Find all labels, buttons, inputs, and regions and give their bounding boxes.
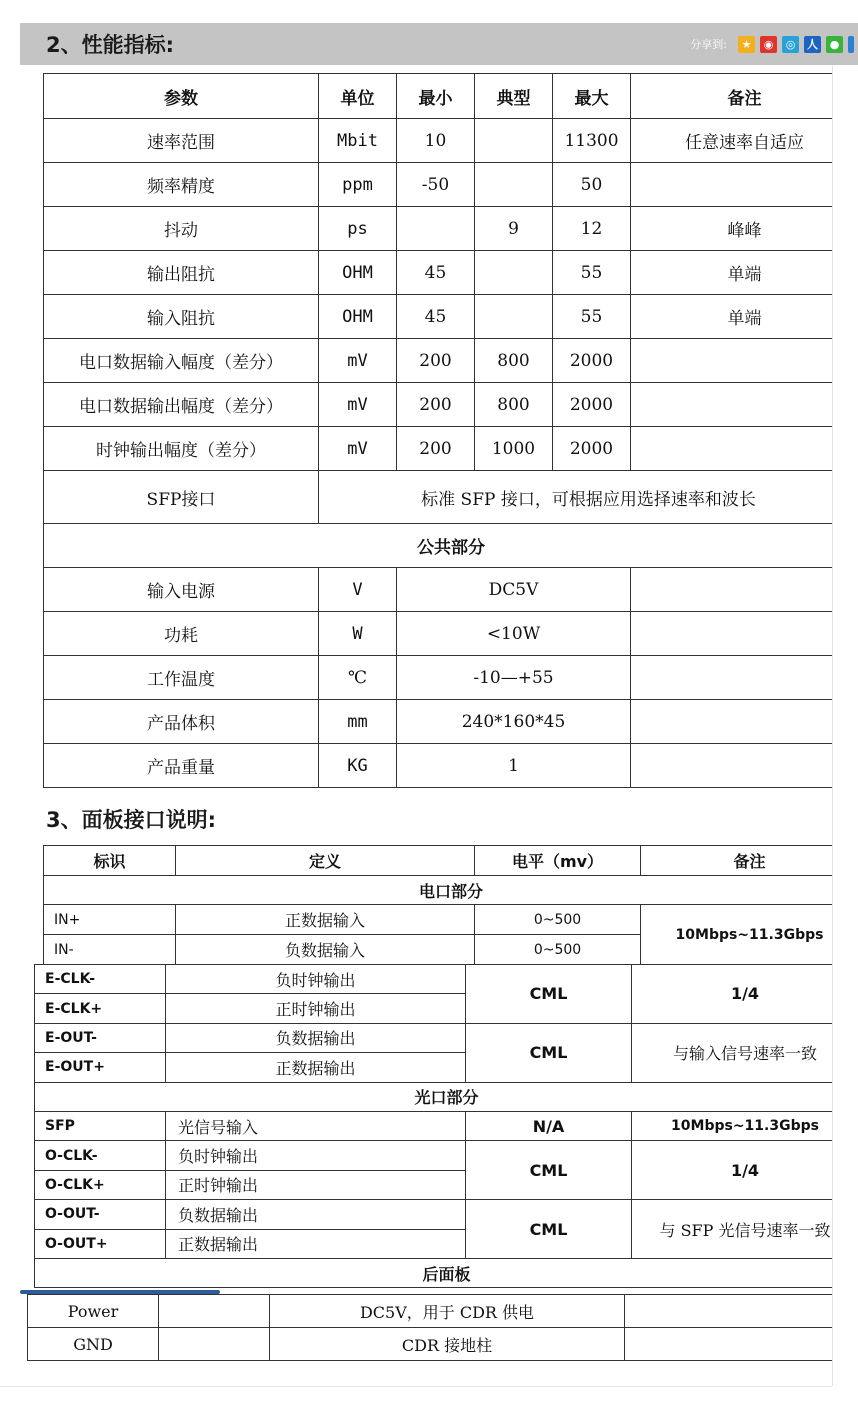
- min-cell: 200: [397, 427, 475, 471]
- table-row: [44, 339, 858, 383]
- empty-cell: [159, 1328, 270, 1361]
- unit-cell: mV: [319, 383, 397, 427]
- definition-cell: 负时钟输出: [166, 965, 466, 994]
- unit-cell: mV: [319, 339, 397, 383]
- common-section-title: 公共部分: [44, 524, 858, 568]
- param-cell: 功耗: [44, 612, 319, 656]
- note-cell: 与 SFP 光信号速率一致: [632, 1200, 858, 1259]
- unit-cell: KG: [319, 744, 397, 788]
- note-cell: 峰峰: [631, 207, 858, 251]
- min-cell: [397, 207, 475, 251]
- max-cell: 55: [553, 295, 631, 339]
- col-header: 单位: [319, 74, 397, 119]
- definition-cell: 负数据输入: [176, 935, 475, 965]
- port-id-cell: E-OUT-: [35, 1023, 166, 1052]
- param-cell: 产品体积: [44, 700, 319, 744]
- wechat-icon[interactable]: ●: [826, 36, 843, 53]
- section-title: 3、面板接口说明:: [46, 808, 217, 832]
- note-cell: [631, 339, 858, 383]
- param-cell: 时钟输出幅度（差分）: [44, 427, 319, 471]
- min-cell: 200: [397, 339, 475, 383]
- min-cell: 45: [397, 295, 475, 339]
- definition-cell: CDR 接地柱: [270, 1328, 625, 1361]
- value-cell: <10W: [397, 612, 631, 656]
- max-cell: 2000: [553, 339, 631, 383]
- note-cell: [625, 1295, 858, 1328]
- level-cell: 0~500: [475, 905, 641, 935]
- table-row: [44, 656, 858, 700]
- share-bar: [690, 36, 858, 53]
- note-cell: [631, 656, 858, 700]
- definition-cell: 光信号输入: [166, 1111, 466, 1140]
- table-row: [44, 568, 858, 612]
- port-id-cell: IN-: [44, 935, 176, 965]
- note-cell: 10Mbps~11.3Gbps: [632, 1111, 858, 1140]
- table-row: [44, 700, 858, 744]
- level-cell: 0~500: [475, 935, 641, 965]
- note-cell: [631, 612, 858, 656]
- table-row: [44, 427, 858, 471]
- max-cell: 11300: [553, 119, 631, 163]
- definition-cell: 正时钟输出: [166, 994, 466, 1023]
- note-cell: [631, 568, 858, 612]
- level-cell: N/A: [466, 1111, 632, 1140]
- level-cell: CML: [466, 1023, 632, 1082]
- unit-cell: Mbit: [319, 119, 397, 163]
- table-row: [35, 1111, 858, 1140]
- unit-cell: mV: [319, 427, 397, 471]
- definition-cell: 正数据输入: [176, 905, 475, 935]
- definition-cell: 负时钟输出: [166, 1141, 466, 1170]
- port-id-cell: Power: [28, 1295, 159, 1328]
- section-header-bar: [20, 23, 858, 65]
- port-id-cell: O-OUT-: [35, 1200, 166, 1229]
- unit-cell: OHM: [319, 295, 397, 339]
- max-cell: 12: [553, 207, 631, 251]
- typ-cell: [475, 295, 553, 339]
- max-cell: 50: [553, 163, 631, 207]
- param-cell: 输入阻抗: [44, 295, 319, 339]
- renren-icon[interactable]: 人: [804, 36, 821, 53]
- rear-section-title: 后面板: [35, 1258, 858, 1287]
- note-cell: 与输入信号速率一致: [632, 1023, 858, 1082]
- unit-cell: mm: [319, 700, 397, 744]
- typ-cell: 800: [475, 383, 553, 427]
- min-cell: -50: [397, 163, 475, 207]
- port-id-cell: E-CLK-: [35, 965, 166, 994]
- definition-cell: 正数据输出: [166, 1053, 466, 1082]
- note-cell: [625, 1328, 858, 1361]
- port-id-cell: GND: [28, 1328, 159, 1361]
- unit-cell: ppm: [319, 163, 397, 207]
- col-header: 最小: [397, 74, 475, 119]
- electrical-section-title: 电口部分: [44, 876, 858, 905]
- tencent-weibo-icon[interactable]: ◎: [782, 36, 799, 53]
- typ-cell: 800: [475, 339, 553, 383]
- port-id-cell: SFP: [35, 1111, 166, 1140]
- param-cell: 输出阻抗: [44, 251, 319, 295]
- table-row: [44, 163, 858, 207]
- col-header: 标识: [44, 846, 176, 876]
- table-row: [44, 612, 858, 656]
- table-row: [44, 295, 858, 339]
- typ-cell: [475, 119, 553, 163]
- spec-header-row: [44, 74, 858, 119]
- param-cell: 输入电源: [44, 568, 319, 612]
- table-row: [44, 383, 858, 427]
- col-header: 最大: [553, 74, 631, 119]
- qzone-icon[interactable]: ★: [738, 36, 755, 53]
- param-cell: SFP接口: [44, 471, 319, 524]
- table-row: [35, 1023, 858, 1052]
- page-right-gutter: [832, 66, 858, 1386]
- rear-panel-table: [27, 1294, 858, 1361]
- definition-cell: 负数据输出: [166, 1023, 466, 1052]
- param-cell: 工作温度: [44, 656, 319, 700]
- col-header: 备注: [641, 846, 858, 876]
- table-row: [44, 251, 858, 295]
- optical-section-row: [35, 1082, 858, 1111]
- min-cell: 45: [397, 251, 475, 295]
- value-cell: -10—+55: [397, 656, 631, 700]
- col-header: 典型: [475, 74, 553, 119]
- sfp-description: 标准 SFP 接口，可根据应用选择速率和波长: [319, 471, 858, 524]
- panel-table-body: [34, 964, 858, 1288]
- param-cell: 电口数据输入幅度（差分）: [44, 339, 319, 383]
- port-id-cell: E-OUT+: [35, 1053, 166, 1082]
- definition-cell: 正数据输出: [166, 1229, 466, 1258]
- value-cell: 240*160*45: [397, 700, 631, 744]
- optical-section-title: 光口部分: [35, 1082, 858, 1111]
- panel-header-row: [44, 846, 858, 876]
- section-title: 2、性能指标:: [46, 33, 175, 57]
- max-cell: 2000: [553, 383, 631, 427]
- level-cell: CML: [466, 1200, 632, 1259]
- note-cell: 1/4: [632, 965, 858, 1024]
- max-cell: 2000: [553, 427, 631, 471]
- param-cell: 频率精度: [44, 163, 319, 207]
- table-row: [44, 119, 858, 163]
- note-cell: [631, 163, 858, 207]
- note-cell: 单端: [631, 295, 858, 339]
- empty-cell: [159, 1295, 270, 1328]
- unit-cell: ps: [319, 207, 397, 251]
- max-cell: 55: [553, 251, 631, 295]
- min-cell: 200: [397, 383, 475, 427]
- unit-cell: ℃: [319, 656, 397, 700]
- unit-cell: V: [319, 568, 397, 612]
- panel-table-header: [43, 845, 858, 965]
- col-header: 备注: [631, 74, 858, 119]
- level-cell: CML: [466, 1141, 632, 1200]
- table-row: [44, 744, 858, 788]
- typ-cell: 1000: [475, 427, 553, 471]
- typ-cell: [475, 251, 553, 295]
- value-cell: DC5V: [397, 568, 631, 612]
- port-id-cell: IN+: [44, 905, 176, 935]
- more-share-icon[interactable]: [848, 36, 854, 53]
- note-cell: 1/4: [632, 1141, 858, 1200]
- definition-cell: 正时钟输出: [166, 1170, 466, 1199]
- common-section-row: [44, 524, 858, 568]
- bottom-divider: [0, 1386, 832, 1387]
- param-cell: 速率范围: [44, 119, 319, 163]
- note-cell: [631, 744, 858, 788]
- col-header: 定义: [176, 846, 475, 876]
- note-cell: [631, 427, 858, 471]
- unit-cell: W: [319, 612, 397, 656]
- value-cell: 1: [397, 744, 631, 788]
- weibo-icon[interactable]: ◉: [760, 36, 777, 53]
- col-header: 参数: [44, 74, 319, 119]
- table-row: [28, 1328, 858, 1361]
- definition-cell: DC5V，用于 CDR 供电: [270, 1295, 625, 1328]
- param-cell: 电口数据输出幅度（差分）: [44, 383, 319, 427]
- port-id-cell: O-CLK-: [35, 1141, 166, 1170]
- share-label: 分享到:: [690, 38, 727, 51]
- level-cell: CML: [466, 965, 632, 1024]
- definition-cell: 负数据输出: [166, 1200, 466, 1229]
- table-row: [35, 1141, 858, 1170]
- electrical-section-row: [44, 876, 858, 905]
- note-cell: [631, 383, 858, 427]
- port-id-cell: O-OUT+: [35, 1229, 166, 1258]
- table-row: [28, 1295, 858, 1328]
- col-header: 电平（mv）: [475, 846, 641, 876]
- sfp-row: [44, 471, 858, 524]
- table-row: [44, 207, 858, 251]
- rear-section-row: [35, 1258, 858, 1287]
- port-id-cell: O-CLK+: [35, 1170, 166, 1199]
- port-id-cell: E-CLK+: [35, 994, 166, 1023]
- typ-cell: [475, 163, 553, 207]
- table-row: [35, 965, 858, 994]
- note-cell: 单端: [631, 251, 858, 295]
- note-cell: 10Mbps~11.3Gbps: [641, 905, 858, 965]
- param-cell: 产品重量: [44, 744, 319, 788]
- note-cell: [631, 700, 858, 744]
- unit-cell: OHM: [319, 251, 397, 295]
- min-cell: 10: [397, 119, 475, 163]
- typ-cell: 9: [475, 207, 553, 251]
- table-row: [44, 905, 858, 935]
- table-row: [35, 1200, 858, 1229]
- note-cell: 任意速率自适应: [631, 119, 858, 163]
- param-cell: 抖动: [44, 207, 319, 251]
- spec-table: [43, 73, 858, 788]
